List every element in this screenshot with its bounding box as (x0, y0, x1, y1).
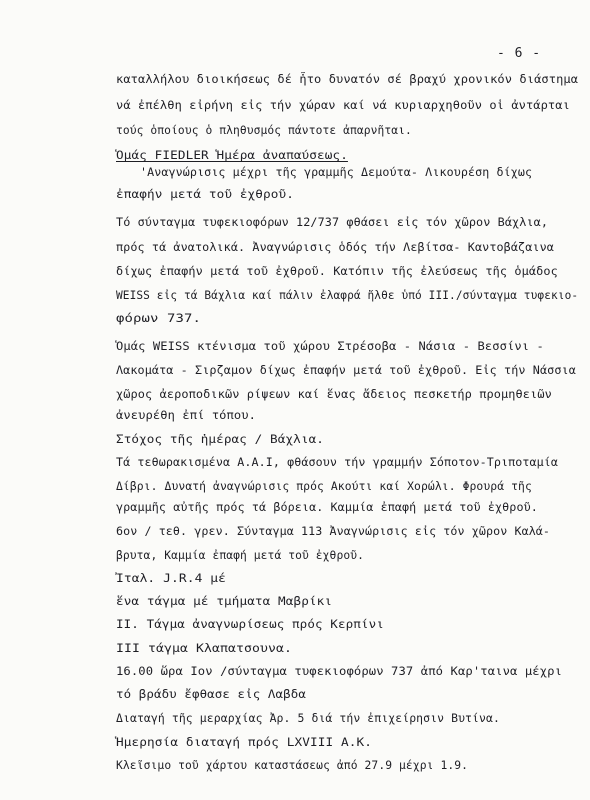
text-line: τό βράδυ ἔφθασε εἰς Λαβδα (116, 687, 306, 701)
text-line: Τά τεθωρακισμένα Α.Α.Ι, φθάσουν τήν γραμμήν Σόποτον-Τριποταμία (116, 455, 559, 469)
text-line: τούς ὁποίους ὁ πληθυσμός πάντοτε ἀπαρνῆται. (116, 123, 412, 137)
page-number: - 6 - (497, 46, 542, 61)
text-line: Δίβρι. Δυνατή ἀναγνώρισις πρός Ακούτι καί Χορώλι. Φρουρά τῆς (116, 479, 532, 493)
text-line: πρός τά ἀνατολικά. Ἀναγνώρισις ὁδός τήν Λεβίτσα- Καντοβάζαινα (116, 240, 554, 254)
text-line: δίχως ἐπαφήν μετά τοῦ ἐχθροῦ. Κατόπιν τῆς ἐλεύσεως τῆς ὁμάδος (116, 264, 558, 278)
text-line: Λακομάτα - Σιρζαμον δίχως ἐπαφήν μετά τοῦ ἐχθροῦ. Εἰς τήν Νάσσια (116, 363, 576, 377)
text-line: ἐπαφήν μετά τοῦ ἐχθροῦ. (116, 187, 294, 201)
text-line: ἀνευρέθη ἐπί τόπου. (116, 408, 257, 422)
text-line: WEISS εἰς τά Βάχλια καί πάλιν ἐλαφρά ἤλθε ὑπό ΙΙΙ./σύνταγμα τυφεκιο- (116, 288, 579, 302)
text-line: Στόχος τῆς ἡμέρας / Βάχλια. (116, 432, 324, 446)
text-line: γραμμῆς αὐτῆς πρός τά βόρεια. Καμμία ἐπαφή μετά τοῦ ἐχθροῦ. (116, 500, 538, 514)
text-line: Ὁμάς FIEDLER Ἡμέρα ἀναπαύσεως. (116, 148, 348, 162)
text-line: φόρων 737. (116, 311, 201, 325)
text-line: Τό σύνταγμα τυφεκιοφόρων 12/737 φθάσει εἰς τόν χῶρον Βάχλια, (116, 215, 549, 229)
text-line: ἕνα τάγμα μέ τμήματα Μαβρίκι (116, 594, 333, 608)
text-line: βρυτα, Καμμία ἐπαφή μετά τοῦ ἐχθροῦ. (116, 548, 365, 562)
text-line: Ἰταλ. J.R.4 μέ (116, 571, 227, 585)
text-line: 6ον / τεθ. γρεν. Σύνταγμα 113 Ἀναγνώρισις εἰς τόν χῶρον Καλά- (116, 524, 551, 538)
text-line: Ἡμερησία διαταγή πρός LXVIII Α.Κ. (116, 735, 373, 749)
text-line: ΙΙ. Τάγμα ἀναγνωρίσεως πρός Κερπίνι (116, 617, 384, 631)
text-line: χῶρος ἀεροποδικῶν ρίψεων καί ἕνας ἄδειος πεσκετήρ προμηθειῶν (116, 387, 552, 401)
text-line: καταλλήλου διοικήσεως δέ ἦτο δυνατόν σέ βραχύ χρονικόν διάστημα (116, 72, 579, 86)
text-line: Διαταγή τῆς μεραρχίας Ἀρ. 5 διά τήν ἐπιχείρησιν Βυτίνα. (116, 711, 500, 725)
text-line: 16.00 ὥρα Ιον /σύνταγμα τυφεκιοφόρων 737 ἀπό Καρ'ταινα μέχρι (116, 664, 563, 678)
text-line: Ὁμάς WEISS κτένισμα τοῦ χώρου Στρέσοβα - Νάσια - Βεσσίνι - (116, 339, 544, 353)
text-line: Κλεῖσιμο τοῦ χάρτου καταστάσεως ἀπό 27.9 μέχρι 1.9. (116, 758, 469, 772)
text-line: νά ἐπέλθη εἰρήνη εἰς τήν χώραν καί νά κυριαρχηθοῦν οἱ ἀντάρται (116, 98, 570, 112)
text-line: 'Αναγνώρισις μέχρι τῆς γραμμῆς Δεμούτα- Λικουρέση δίχως (140, 165, 533, 179)
text-line: ΙΙΙ τάγμα Κλαπατσουνα. (116, 641, 293, 655)
